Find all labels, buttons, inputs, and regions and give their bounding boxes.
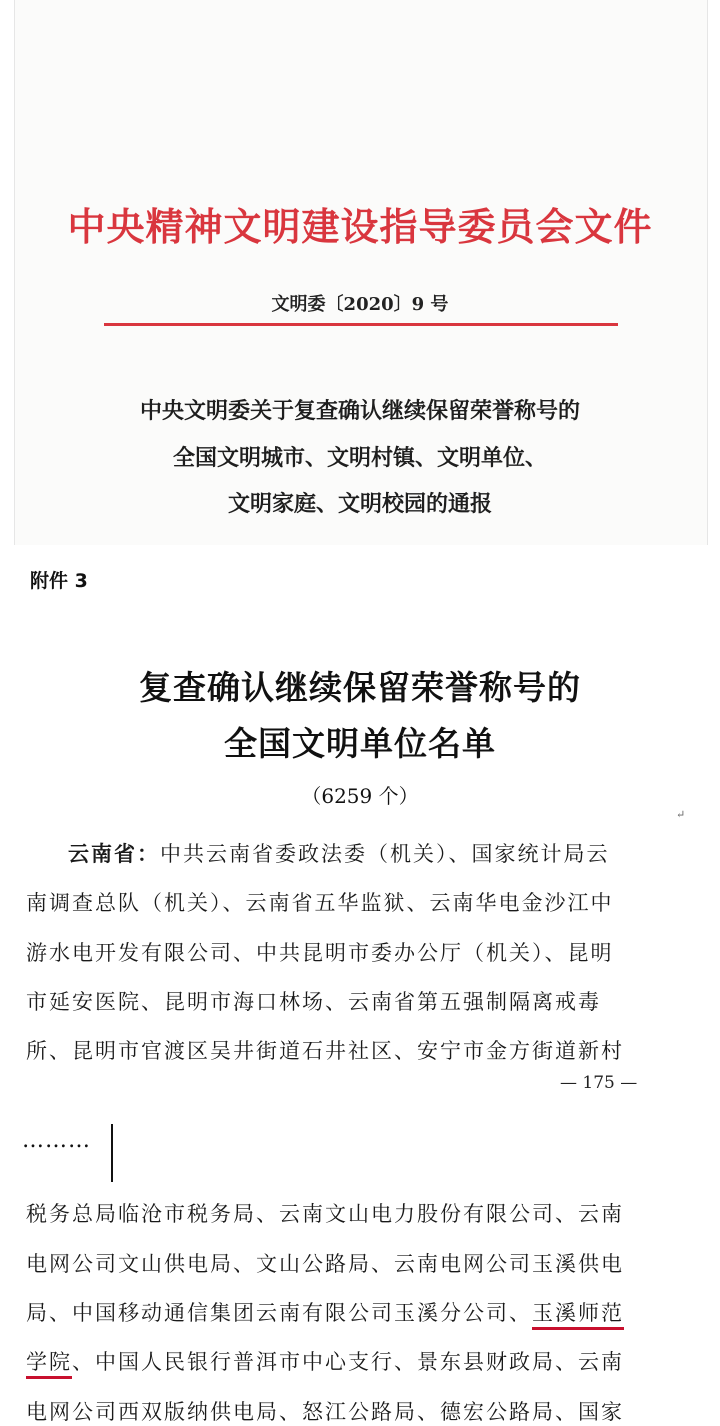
body-line-6: 税务总局临沧市税务局、云南文山电力股份有限公司、云南 [26,1202,624,1226]
highlighted-unit-yuxi-normal-university: 玉溪师范 [532,1301,624,1330]
body-line-7: 电网公司文山供电局、文山公路局、云南电网公司玉溪供电 [26,1252,624,1276]
highlighted-unit-continuation: 学院 [26,1350,72,1379]
province-label: 云南省： [68,842,160,866]
body-line-3: 游水电开发有限公司、中共昆明市委办公厅（机关）、昆明 [26,941,614,965]
body-line-8-text: 局、中国移动通信集团云南有限公司玉溪分公司、 [26,1301,532,1325]
body-line-9 [26,1346,706,1376]
list-count: （6259 个） [301,784,419,808]
body-line-1-text: 中共云南省委政法委（机关）、国家统计局云 [160,842,610,866]
document-number: 文明委〔2020〕9 号 [271,294,449,315]
body-line-4: 市延安医院、昆明市海口林场、云南省第五强制隔离戒毒 [26,990,601,1014]
omission-ellipsis: ……… [22,1128,91,1153]
notice-title-line-3: 文明家庭、文明校园的通报 [227,491,492,517]
page-number: — 175 — [560,1073,638,1093]
body-line-9-text: 、中国人民银行普洱市中心支行、景东县财政局、云南 [72,1350,624,1374]
notice-title-line-1: 中央文明委关于复查确认继续保留荣誉称号的 [139,398,580,424]
red-divider-rule [104,323,618,326]
return-mark-icon: ↵ [676,808,686,821]
body-line-10: 电网公司西双版纳供电局、怒江公路局、德宏公路局、国家 [26,1400,624,1424]
document-header-title: 中央精神文明建设指导委员会文件 [67,204,653,249]
body-line-8 [26,1297,706,1327]
body-line-1 [68,838,708,868]
attachment-label: 附件 3 [30,570,88,592]
body-line-5: 所、昆明市官渡区吴井街道石井社区、安宁市金方街道新村 [26,1039,624,1063]
text-cursor [111,1124,113,1182]
list-title-line-2: 全国文明单位名单 [224,724,496,763]
notice-title-line-2: 全国文明城市、文明村镇、文明单位、 [172,445,547,471]
list-title-line-1: 复查确认继续保留荣誉称号的 [139,668,581,707]
body-line-2: 南调查总队（机关）、云南省五华监狱、云南华电金沙江中 [26,891,614,915]
